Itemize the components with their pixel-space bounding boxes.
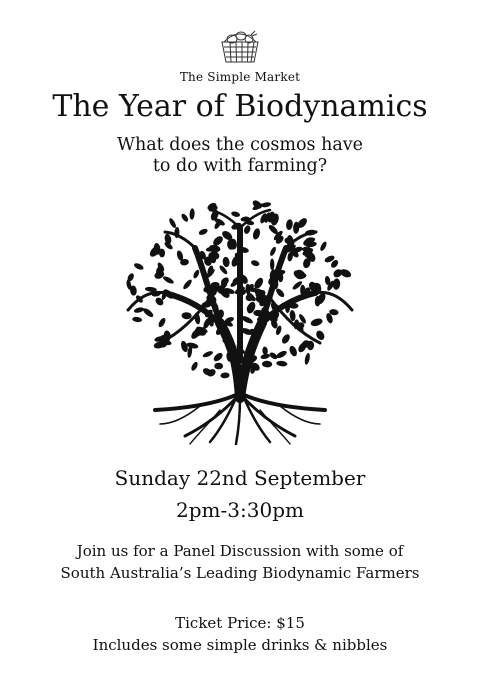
leaf-shape [168, 217, 177, 229]
basket-icon [218, 26, 262, 66]
poster-subtitle [0, 135, 480, 177]
leaf-shape [133, 306, 144, 313]
ticket-includes: Includes some simple drinks & nibbles [92, 636, 388, 654]
leaf-shape [285, 219, 293, 231]
leaf-shape [280, 333, 291, 345]
leaf-shape [212, 351, 224, 362]
leaf-shape [276, 360, 288, 367]
leaf-shape [231, 211, 241, 218]
leaf-shape [304, 353, 311, 365]
leaf-shape [269, 246, 277, 257]
event-time: 2pm-3:30pm [176, 498, 304, 522]
leaf-shape [270, 258, 275, 270]
poster-title: The Year of Biodynamics [52, 89, 428, 124]
leaf-shape [180, 340, 189, 353]
leaf-shape [319, 241, 328, 252]
brand-name: The Simple Market [179, 70, 301, 84]
leaf-shape [288, 345, 298, 358]
leaf-shape [310, 317, 324, 327]
leaf-shape [250, 259, 260, 267]
leaf-shape [132, 316, 143, 323]
leaf-shape [243, 224, 252, 234]
tree-of-life-icon [110, 198, 370, 446]
leaf-shape [186, 342, 199, 350]
leaf-shape [220, 372, 230, 378]
leaf-shape [260, 353, 270, 360]
ticket-info [0, 612, 480, 656]
leaf-shape [157, 317, 167, 328]
subtitle-line-2: to do with farming? [152, 156, 328, 176]
invite-line-2: South Australia’s Leading Biodynamic Farmers [60, 564, 420, 582]
leaf-shape [222, 256, 230, 267]
invite-text [0, 540, 480, 584]
leaf-shape [198, 228, 209, 236]
leaf-shape [162, 275, 175, 285]
ticket-price: Ticket Price: $15 [175, 614, 305, 632]
leaf-shape [133, 262, 144, 271]
subtitle-line-1: What does the cosmos have [116, 135, 364, 155]
leaf-shape [214, 363, 223, 370]
leaf-shape [332, 278, 340, 290]
leaf-shape [208, 244, 221, 253]
event-date: Sunday 22nd September [114, 466, 366, 490]
leaf-shape [190, 361, 199, 372]
leaf-shape [252, 228, 261, 241]
leaf-shape [202, 350, 214, 359]
invite-line-1: Join us for a Panel Discussion with some of [76, 542, 404, 560]
leaf-shape [332, 268, 344, 280]
leaf-shape [262, 361, 273, 368]
leaf-shape [182, 278, 193, 290]
leaf-shape [181, 312, 192, 320]
leaf-shape [189, 208, 195, 220]
leaf-shape [192, 269, 200, 279]
leaf-shape [180, 213, 189, 223]
